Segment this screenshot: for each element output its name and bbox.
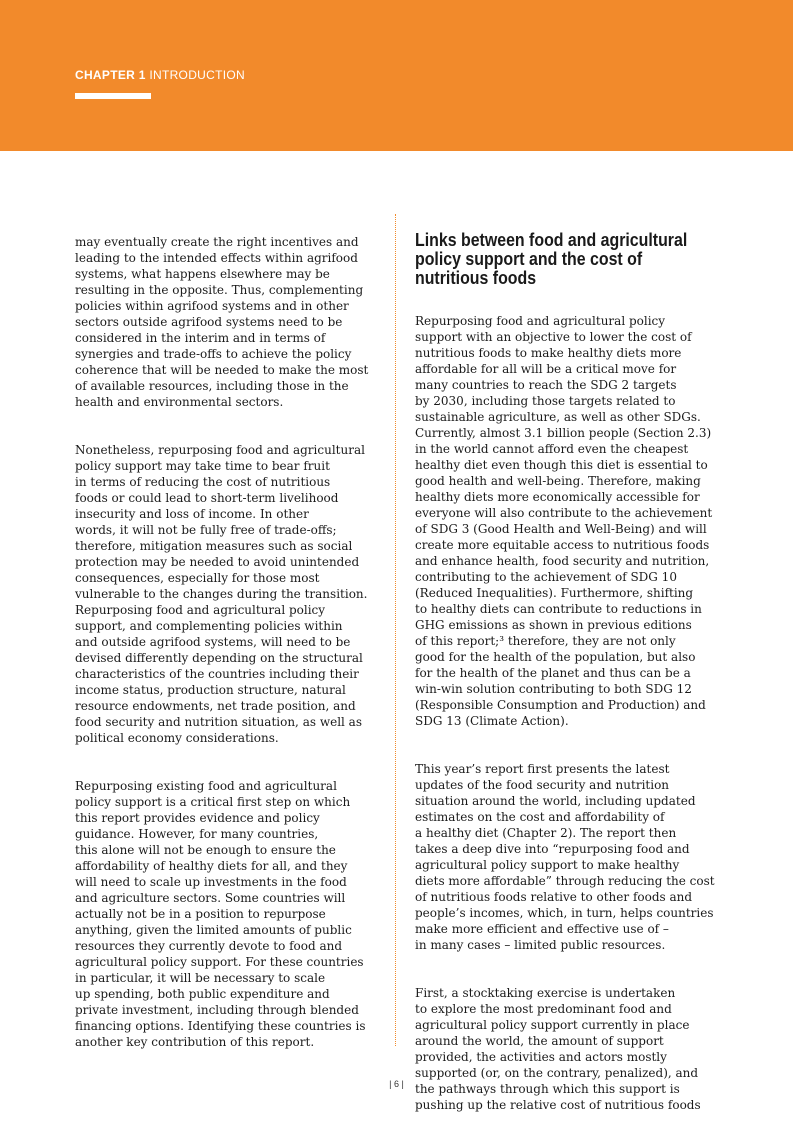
paragraph: Repurposing food and agricultural policy support with an objective to lower the cost of nutritious foods to make healthy diets more affordable for all will be a critical move for many countries to reach the SDG 2 targets by 2030, including those targets related to sustainable agriculture, as well as other SDGs. Currently, almost 3.1 billion people (Section 2.3) in the world cannot afford even the cheapest healthy diet even though this diet is essential to good health and well-being. Therefore, making healthy diets more economically accessible for everyone will also contribute to the achievement of SDG 3 (Good Health and Well-Being) and will create more equitable access to nutritious foods and enhance health, food security and nutrition, contributing to the achievement of SDG 10 (Reduced Inequalities). Furthermore, shifting to healthy diets can contribute to reductions in GHG emissions as shown in previous editions of this report;³ therefore, they are not only good for the health of the population, but also for the health of the planet and thus can be a win-win solution contributing to both SDG 12 (Responsible Consumption and Production) and SDG 13 (Climate Action). — [415, 314, 713, 728]
left-column — [75, 218, 375, 1082]
section-heading: Links between food and agricultural policy support and the cost of nutritious foods — [415, 229, 688, 288]
chapter-label — [75, 68, 245, 82]
chapter-title: INTRODUCTION — [149, 68, 245, 82]
column-divider — [395, 214, 396, 1046]
right-column — [415, 214, 725, 1145]
paragraph: First, a stocktaking exercise is undertaken to explore the most predominant food and agricultural policy support currently in place around the world, the amount of support provided, the activities and actors mostly supported (or, on the contrary, penalized), and the pathways through which this support is pushing up the relative cost of nutritious foods — [415, 986, 701, 1112]
paragraph: Repurposing existing food and agricultural policy support is a critical first step on which this report provides evidence and policy guidance. However, for many countries, this alone will not be enough to ensure the affordability of healthy diets for all, and they will need to scale up investments in the food and agriculture sectors. Some countries will actually not be in a position to repurpose anything, given the limited amounts of public resources they currently devote to food and agricultural policy support. For these countries in particular, it will be necessary to scale up spending, both public expenditure and private investment, including through blended financing options. Identifying these countries is another key contribution of this report. — [75, 779, 366, 1049]
chapter-number: CHAPTER 1 — [75, 68, 146, 82]
page-number: | 6 | — [389, 1079, 404, 1089]
paragraph: Nonetheless, repurposing food and agricultural policy support may take time to bear fruit in terms of reducing the cost of nutritious foods or could lead to short-term livelihood insecurity and loss of income. In other words, it will not be fully free of trade-offs; therefore, mitigation measures such as social protection may be needed to avoid unintended consequences, especially for those most vulnerable to the changes during the transition. Repurposing food and agricultural policy support, and complementing policies within and outside agrifood systems, will need to be devised differently depending on the structural characteristics of the countries including their income status, production structure, natural resource endowments, net trade position, and food security and nutrition situation, as well as political economy considerations. — [75, 443, 368, 745]
paragraph: may eventually create the right incentives and leading to the intended effects within agrifood systems, what happens elsewhere may be resulting in the opposite. Thus, complementing policies within agrifood systems and in other sectors outside agrifood systems need to be considered in the interim and in terms of synergies and trade-offs to achieve the policy coherence that will be needed to make the most of available resources, including those in the health and environmental sectors. — [75, 235, 369, 409]
paragraph: This year’s report first presents the latest updates of the food security and nutrition situation around the world, including updated estimates on the cost and affordability of a healthy diet (Chapter 2). The report then takes a deep dive into “repurposing food and agricultural policy support to make healthy diets more affordable” through reducing the cost of nutritious foods relative to other foods and people’s incomes, which, in turn, helps countries make more efficient and effective use of – in many cases – limited public resources. — [415, 762, 715, 952]
chapter-accent-bar — [75, 93, 151, 99]
